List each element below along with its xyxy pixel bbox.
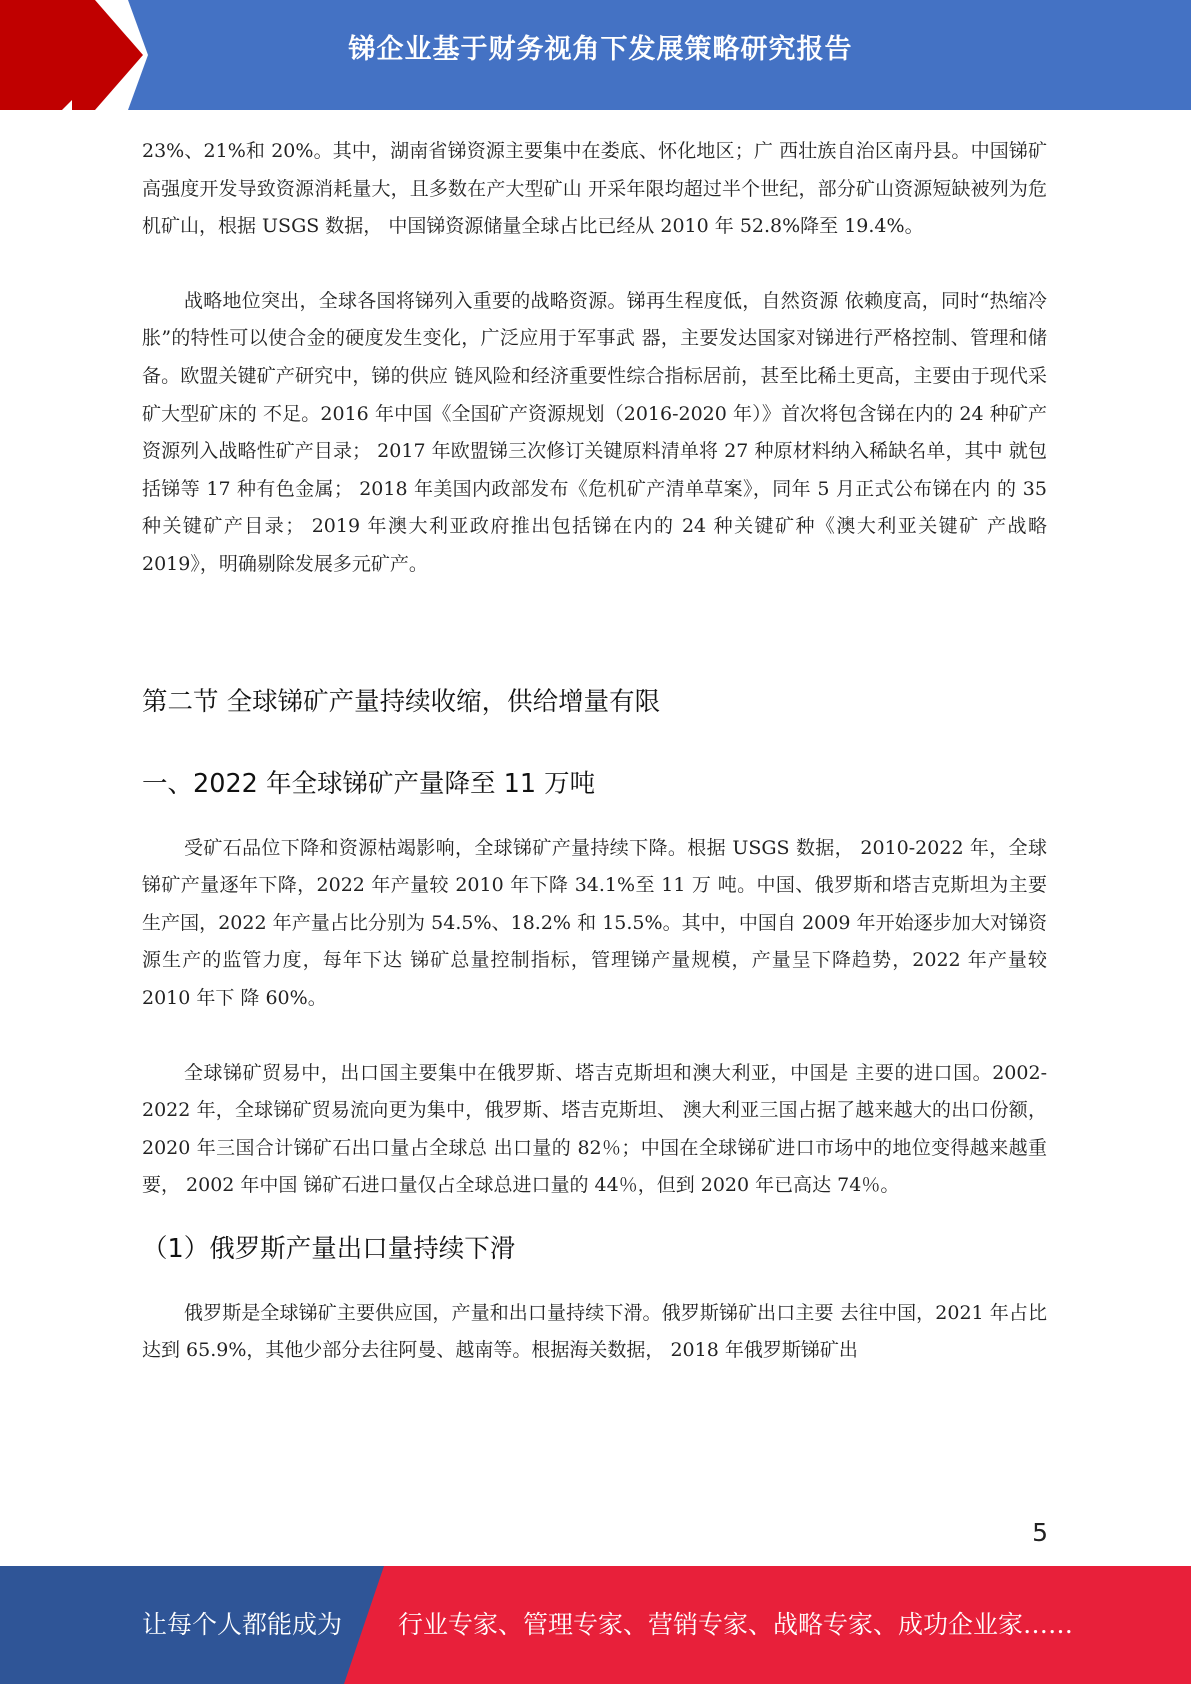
footer-slogan-right: 行业专家、管理专家、营销专家、战略专家、成功企业家…… — [398, 1610, 1074, 1639]
paragraph-reserves: 23%、21%和 20%。其中，湖南省锑资源主要集中在娄底、怀化地区；广 西壮族自治区南丹县。中国锑矿高强度开发导致资源消耗量大，且多数在产大型矿山 开采年限均超过半个世纪，部分矿山资源短缺被列为危机矿山，根据 USGS 数据， 中国锑资源储量全球占比已经从 2010 年 52.8%降至 19.4%。 — [142, 140, 1047, 238]
page-number: 5 — [1032, 1518, 1048, 1547]
paragraph-production-decline: 受矿石品位下降和资源枯竭影响，全球锑矿产量持续下降。根据 USGS 数据， 2010-2022 年，全球锑矿产量逐年下降，2022 年产量较 2010 年下降 34.1%至 11 万 吨。中国、俄罗斯和塔吉克斯坦为主要生产国，2022 年产量占比分别为 54.5%、18.2% 和 15.5%。其中，中国自 2009 年开始逐步加大对锑资源生产的监管力度，每年下达 锑矿总量控制指标，管理锑产量规模，产量呈下降趋势，2022 年产量较 2010 年下 降 60%。 — [142, 836, 1047, 1009]
page-header — [0, 0, 1191, 110]
section-heading: 第二节 全球锑矿产量持续收缩，供给增量有限 — [142, 686, 661, 717]
paragraph-russia-supply: 俄罗斯是全球锑矿主要供应国，产量和出口量持续下滑。俄罗斯锑矿出口主要 去往中国，2021 年占比达到 65.9%，其他少部分去往阿曼、越南等。根据海关数据， 2018 年俄罗斯锑矿出 — [142, 1301, 1047, 1362]
sub-subsection-heading: （1）俄罗斯产量出口量持续下滑 — [142, 1233, 516, 1264]
report-title: 锑企业基于财务视角下发展策略研究报告 — [348, 34, 853, 65]
document-body — [142, 133, 1047, 1370]
paragraph-strategic-position: 战略地位突出，全球各国将锑列入重要的战略资源。锑再生程度低，自然资源 依赖度高，同时“热缩冷胀”的特性可以使合金的硬度发生变化，广泛应用于军事武 器，主要发达国家对锑进行严格控制、管理和储备。欧盟关键矿产研究中，锑的供应 链风险和经济重要性综合指标居前，甚至比稀土更高，主要由于现代采矿大型矿床的 不足。2016 年中国《全国矿产资源规划（2016-2020 年）》首次将包含锑在内的 24 种矿产资源列入战略性矿产目录； 2017 年欧盟锑三次修订关键原料清单将 27 种原材料纳入稀缺名单，其中 就包括锑等 17 种有色金属； 2018 年美国内政部发布《危机矿产清单草案》，同年 5 月正式公布锑在内 的 35 种关键矿产目录； 2019 年澳大利亚政府推出包括锑在内的 24 种关键矿种《澳大利亚关键矿 产战略 2019》，明确剔除发展多元矿产。 — [142, 289, 1047, 575]
paragraph-trade-flows: 全球锑矿贸易中，出口国主要集中在俄罗斯、塔吉克斯坦和澳大利亚，中国是 主要的进口国。2002-2022 年，全球锑矿贸易流向更为集中，俄罗斯、塔吉克斯坦、 澳大利亚三国占据了越来越大的出口份额，2020 年三国合计锑矿石出口量占全球总 出口量的 82％；中国在全球锑矿进口市场中的地位变得越来越重要， 2002 年中国 锑矿石进口量仅占全球总进口量的 44％，但到 2020 年已高达 74％。 — [142, 1061, 1047, 1197]
page-footer — [0, 1566, 1191, 1684]
subsection-heading: 一、2022 年全球锑矿产量降至 11 万吨 — [142, 768, 596, 799]
footer-slogan-left: 让每个人都能成为 — [142, 1610, 343, 1639]
